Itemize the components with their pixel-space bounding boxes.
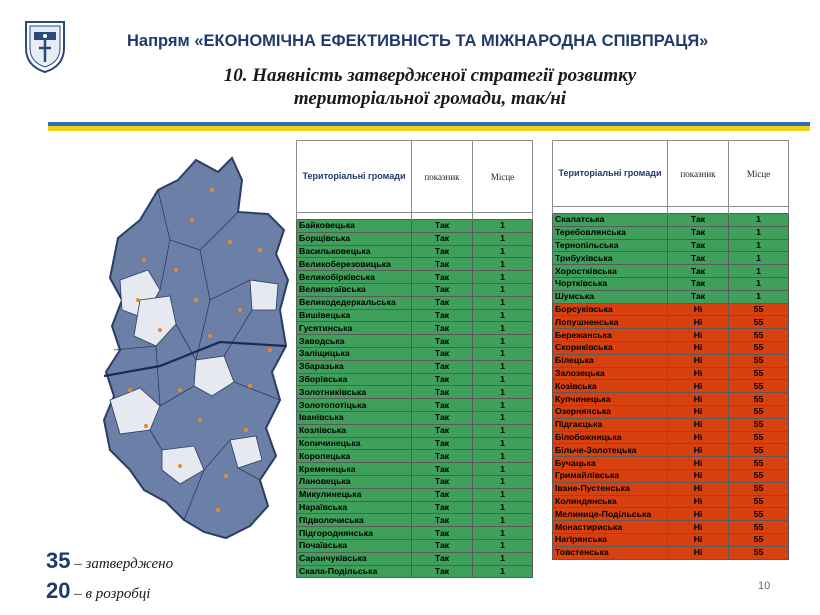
table-row [297,399,533,412]
table-row [297,501,533,514]
indicator-cell: Ні [668,469,729,482]
stat-approved [46,548,173,574]
table-row [297,296,533,309]
place-cell: 55 [729,546,789,559]
community-name-cell: Залозецька [553,367,668,380]
community-name-cell: Золотопотіцька [297,399,412,412]
community-name-cell: Озернянська [553,405,668,418]
indicator-cell: Так [412,399,473,412]
table-row [553,252,789,265]
community-name-cell: Васильковецька [297,245,412,258]
place-cell: 1 [729,265,789,278]
community-name-cell: Заліщицька [297,347,412,360]
place-cell: 55 [729,508,789,521]
coat-of-arms-logo [22,18,68,74]
indicator-cell: Так [668,214,729,227]
indicator-cell: Так [412,296,473,309]
indicator-cell: Так [412,437,473,450]
community-name-cell: Борсуківська [553,303,668,316]
table-row [553,405,789,418]
indicator-cell: Так [412,514,473,527]
table-row [553,329,789,342]
community-name-cell: Великобірківська [297,271,412,284]
community-name-cell: Козлівська [297,424,412,437]
place-cell: 1 [473,322,533,335]
place-cell: 1 [473,424,533,437]
table-row [297,322,533,335]
indicator-cell: Так [412,424,473,437]
table-row [553,393,789,406]
column-header-place: Місце [729,141,789,207]
indicator-cell: Ні [668,354,729,367]
table-row [297,463,533,476]
community-name-cell: Трибухівська [553,252,668,265]
place-cell: 1 [473,232,533,245]
indicator-cell: Так [412,220,473,233]
place-cell: 1 [473,488,533,501]
table-row [297,309,533,322]
indicator-cell: Так [412,565,473,578]
place-cell: 1 [473,386,533,399]
place-cell: 1 [473,399,533,412]
community-name-cell: Великоберезовицька [297,258,412,271]
indicator-cell: Так [412,271,473,284]
place-cell: 1 [473,463,533,476]
table-row [553,265,789,278]
place-cell: 55 [729,341,789,354]
slide-header-title: Напрям «ЕКОНОМІЧНА ЕФЕКТИВНІСТЬ ТА МІЖНАРОДНА СПІВПРАЦЯ» [127,32,709,50]
indicator-cell: Ні [668,482,729,495]
community-name-cell: Більче-Золотецька [553,444,668,457]
community-name-cell: Мелинице-Подільська [553,508,668,521]
place-cell: 1 [473,347,533,360]
community-name-cell: Тернопільська [553,239,668,252]
table-row [297,283,533,296]
indicator-cell: Так [412,450,473,463]
table-row [553,444,789,457]
community-name-cell: Теребовлянська [553,226,668,239]
community-name-cell: Підгаєцька [553,418,668,431]
indicator-cell: Так [412,463,473,476]
communities-table-2 [552,140,789,560]
place-cell: 55 [729,495,789,508]
community-name-cell: Саранчуківська [297,552,412,565]
table-row [297,488,533,501]
place-cell: 1 [729,277,789,290]
community-name-cell: Нагірянська [553,533,668,546]
table-row [553,495,789,508]
place-cell: 1 [729,290,789,303]
place-cell: 55 [729,457,789,470]
map-district-light-5 [250,280,278,310]
community-name-cell: Гусятинська [297,322,412,335]
table-row [553,354,789,367]
community-name-cell: Підволочиська [297,514,412,527]
community-name-cell: Бучацька [553,457,668,470]
community-name-cell: Скалатська [553,214,668,227]
community-name-cell: Скориківська [553,341,668,354]
place-cell: 55 [729,354,789,367]
community-name-cell: Почаївська [297,539,412,552]
indicator-cell: Ні [668,393,729,406]
indicator-cell: Ні [668,316,729,329]
table-row [553,521,789,534]
table-row [297,360,533,373]
place-cell: 1 [473,258,533,271]
table-row [297,565,533,578]
indicator-cell: Так [412,386,473,399]
indicator-cell: Так [412,309,473,322]
indicator-cell: Ні [668,431,729,444]
table-row [553,380,789,393]
indicator-cell: Ні [668,521,729,534]
indicator-cell: Так [412,232,473,245]
community-name-cell: Скала-Подільська [297,565,412,578]
table-row [297,475,533,488]
table-row [553,367,789,380]
community-name-cell: Хоростківська [553,265,668,278]
page-number: 10 [758,580,771,592]
stat-in-development-label: в розробці [85,586,151,602]
stat-in-development-number: 20 [46,578,71,603]
stat-approved-label: затверджено [85,556,174,572]
community-name-cell: Лановецька [297,475,412,488]
place-cell: 55 [729,367,789,380]
place-cell: 1 [473,527,533,540]
flag-stripe-yellow [48,126,810,131]
place-cell: 1 [729,252,789,265]
place-cell: 1 [473,271,533,284]
indicator-cell: Ні [668,367,729,380]
table-row [553,546,789,559]
table-row [553,316,789,329]
communities-table-1 [296,140,533,578]
community-name-cell: Чортківська [553,277,668,290]
community-name-cell: Нараївська [297,501,412,514]
table-row [297,232,533,245]
table-row [553,239,789,252]
community-name-cell: Байковецька [297,220,412,233]
place-cell: 55 [729,444,789,457]
indicator-cell: Ні [668,533,729,546]
community-name-cell: Купчинецька [553,393,668,406]
table-row [297,373,533,386]
place-cell: 55 [729,521,789,534]
community-name-cell: Вишівецька [297,309,412,322]
table-row [553,482,789,495]
indicator-cell: Так [412,501,473,514]
place-cell: 1 [729,226,789,239]
table-row [297,245,533,258]
community-name-cell: Збаразька [297,360,412,373]
place-cell: 1 [473,220,533,233]
indicator-cell: Так [412,335,473,348]
table-row [297,424,533,437]
place-cell: 1 [473,360,533,373]
column-header-indicator: показник [668,141,729,207]
community-name-cell: Великодедеркальська [297,296,412,309]
table-row [297,271,533,284]
community-name-cell: Копичинецька [297,437,412,450]
place-cell: 1 [729,214,789,227]
table-row [297,386,533,399]
indicator-cell: Ні [668,303,729,316]
table-row [553,418,789,431]
indicator-cell: Так [412,245,473,258]
indicator-cell: Так [412,283,473,296]
community-name-cell: Борщівська [297,232,412,245]
table-row [297,450,533,463]
place-cell: 55 [729,533,789,546]
place-cell: 55 [729,418,789,431]
indicator-cell: Так [668,226,729,239]
table-row [297,335,533,348]
indicator-cell: Так [412,373,473,386]
indicator-cell: Так [668,252,729,265]
indicator-cell: Так [412,475,473,488]
community-name-cell: Підгороднянська [297,527,412,540]
place-cell: 55 [729,316,789,329]
community-name-cell: Білобожницька [553,431,668,444]
place-cell: 1 [473,411,533,424]
place-cell: 1 [473,501,533,514]
indicator-cell: Ні [668,546,729,559]
table-row [553,277,789,290]
table-row [297,220,533,233]
community-name-cell: Бережанська [553,329,668,342]
community-name-cell: Білецька [553,354,668,367]
indicator-cell: Так [668,290,729,303]
indicator-cell: Так [412,488,473,501]
table-row [297,258,533,271]
community-name-cell: Козівська [553,380,668,393]
table-row [297,539,533,552]
place-cell: 1 [473,539,533,552]
table-row [553,457,789,470]
stat-in-development-dash: – [70,586,86,602]
indicator-cell: Так [668,265,729,278]
place-cell: 1 [473,309,533,322]
place-cell: 55 [729,329,789,342]
place-cell: 1 [729,239,789,252]
place-cell: 1 [473,450,533,463]
table-row [553,469,789,482]
region-map [100,150,290,540]
place-cell: 55 [729,482,789,495]
stat-approved-dash: – [70,556,86,572]
indicator-cell: Ні [668,508,729,521]
table-row [297,347,533,360]
place-cell: 55 [729,405,789,418]
community-name-cell: Кременецька [297,463,412,476]
community-name-cell: Колиндянська [553,495,668,508]
community-name-cell: Шумська [553,290,668,303]
community-name-cell: Заводська [297,335,412,348]
indicator-cell: Ні [668,380,729,393]
column-header-communities: Територіальні громади [297,141,412,213]
place-cell: 55 [729,469,789,482]
indicator-cell: Так [412,552,473,565]
indicator-cell: Ні [668,418,729,431]
table-row [297,411,533,424]
indicator-cell: Так [412,347,473,360]
indicator-cell: Ні [668,457,729,470]
table-row [553,533,789,546]
table-row [553,303,789,316]
column-header-indicator: показник [412,141,473,213]
indicator-cell: Так [412,411,473,424]
subtitle-line-2: територіальної громади, так/ні [293,88,567,109]
place-cell: 1 [473,283,533,296]
place-cell: 1 [473,565,533,578]
indicator-cell: Так [412,539,473,552]
place-cell: 1 [473,514,533,527]
table-row [297,527,533,540]
table-row [553,508,789,521]
place-cell: 1 [473,335,533,348]
stat-approved-number: 35 [46,548,71,573]
place-cell: 1 [473,373,533,386]
indicator-cell: Ні [668,444,729,457]
table-row [553,341,789,354]
indicator-cell: Ні [668,341,729,354]
column-header-place: Місце [473,141,533,213]
community-name-cell: Іванівська [297,411,412,424]
stat-in-development [46,578,150,604]
place-cell: 1 [473,437,533,450]
indicator-cell: Ні [668,329,729,342]
table-row [553,290,789,303]
table-row [297,514,533,527]
table-row [297,552,533,565]
place-cell: 55 [729,393,789,406]
slide-subtitle [150,64,710,110]
community-name-cell: Лопушненська [553,316,668,329]
indicator-cell: Ні [668,405,729,418]
table-row [553,226,789,239]
place-cell: 55 [729,303,789,316]
community-name-cell: Товстенська [553,546,668,559]
place-cell: 55 [729,431,789,444]
indicator-cell: Так [412,258,473,271]
place-cell: 1 [473,245,533,258]
table-row [297,437,533,450]
table-row [553,214,789,227]
community-name-cell: Іване-Пустенська [553,482,668,495]
indicator-cell: Так [668,239,729,252]
community-name-cell: Золотниківська [297,386,412,399]
subtitle-line-1: 10. Наявність затвердженої стратегії розвитку [223,65,637,86]
indicator-cell: Так [412,322,473,335]
indicator-cell: Ні [668,495,729,508]
community-name-cell: Зборівська [297,373,412,386]
community-name-cell: Микулинецька [297,488,412,501]
community-name-cell: Великогаївська [297,283,412,296]
indicator-cell: Так [412,360,473,373]
place-cell: 1 [473,475,533,488]
community-name-cell: Гримайлівська [553,469,668,482]
place-cell: 1 [473,296,533,309]
indicator-cell: Так [668,277,729,290]
community-name-cell: Монастириська [553,521,668,534]
table-row [553,431,789,444]
place-cell: 55 [729,380,789,393]
column-header-communities: Територіальні громади [553,141,668,207]
community-name-cell: Коропецька [297,450,412,463]
indicator-cell: Так [412,527,473,540]
place-cell: 1 [473,552,533,565]
